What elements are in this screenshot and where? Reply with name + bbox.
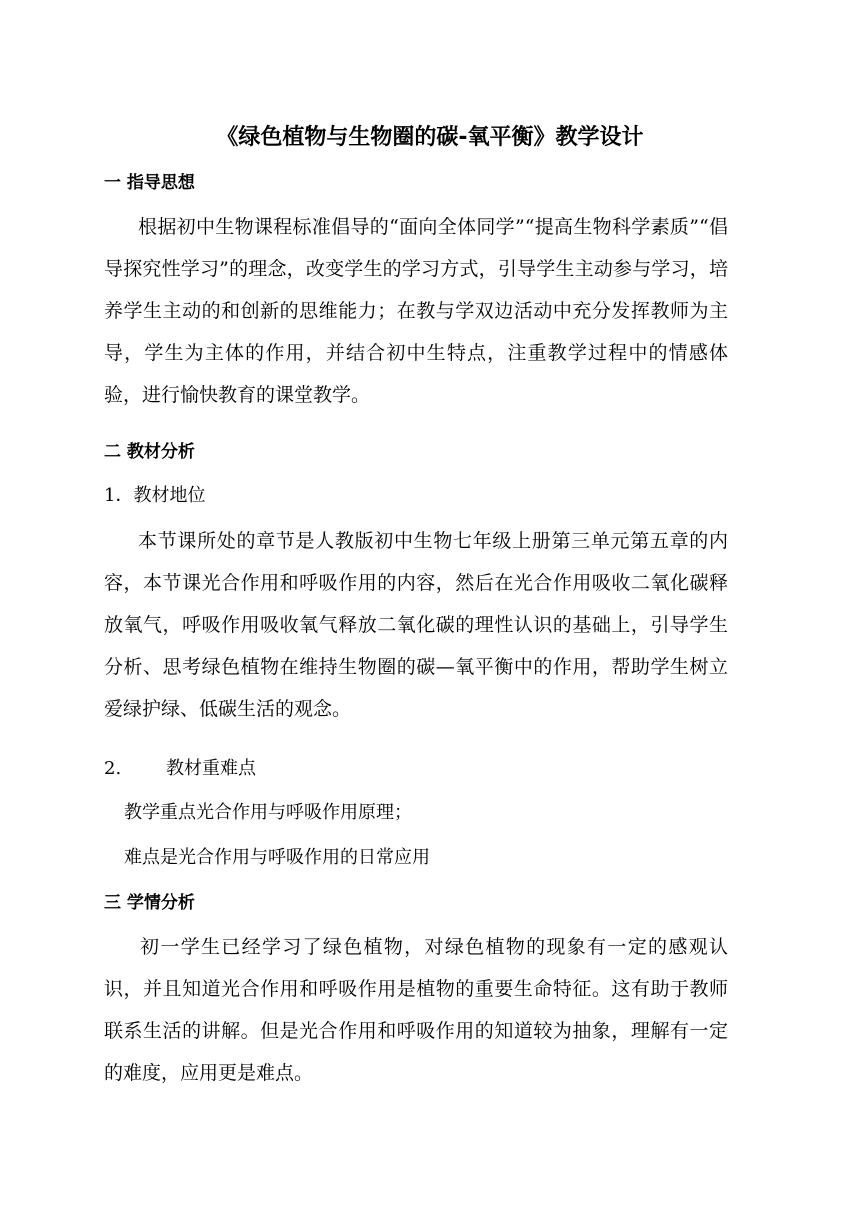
difficult-point-line: 难点是光合作用与呼吸作用的日常应用: [124, 847, 430, 868]
paragraph-students: 初一学生已经学习了绿色植物，对绿色植物的现象有一定的感观认识，并且知道光合作用和呼吸作用是植物的重要生命特征。这有助于教师联系生活的讲解。但是光合作用和呼吸作用的知道较为抽象，理解有一定的难度，应用更是难点。: [104, 936, 728, 1084]
subheading-key-points-label: 教材重难点: [166, 758, 256, 779]
document-title: 《绿色植物与生物圈的碳-氧平衡》教学设计: [216, 125, 644, 150]
subheading-key-points-number: 2.: [104, 758, 122, 779]
section-heading-materials: 二 教材分析: [104, 442, 195, 462]
paragraph-material-status: 本节课所处的章节是人教版初中生物七年级上册第三单元第五章的内容，本节课光合作用和呼吸作用的内容，然后在光合作用吸收二氧化碳释放氧气，呼吸作用吸收氧气释放二氧化碳的理性认识的基础上，引导学生分析、思考绿色植物在维持生物圈的碳—氧平衡中的作用，帮助学生树立爱绿护绿、低碳生活的观念。: [104, 530, 728, 720]
section-heading-students: 三 学情分析: [104, 893, 195, 913]
subheading-key-points: [104, 754, 256, 784]
section-heading-guiding: 一 指导思想: [104, 173, 195, 193]
key-point-line: 教学重点光合作用与呼吸作用原理；: [124, 802, 412, 823]
paragraph-guiding: 根据初中生物课程标准倡导的“面向全体同学”“提高生物科学素质”“倡导探究性学习”的理念，改变学生的学习方式，引导学生主动参与学习，培养学生主动的和创新的思维能力；在教与学双边活动中充分发挥教师为主导，学生为主体的作用，并结合初中生特点，注重教学过程中的情感体验，进行愉快教育的课堂教学。: [104, 216, 728, 406]
subheading-material-status: 1．教材地位: [104, 485, 206, 506]
